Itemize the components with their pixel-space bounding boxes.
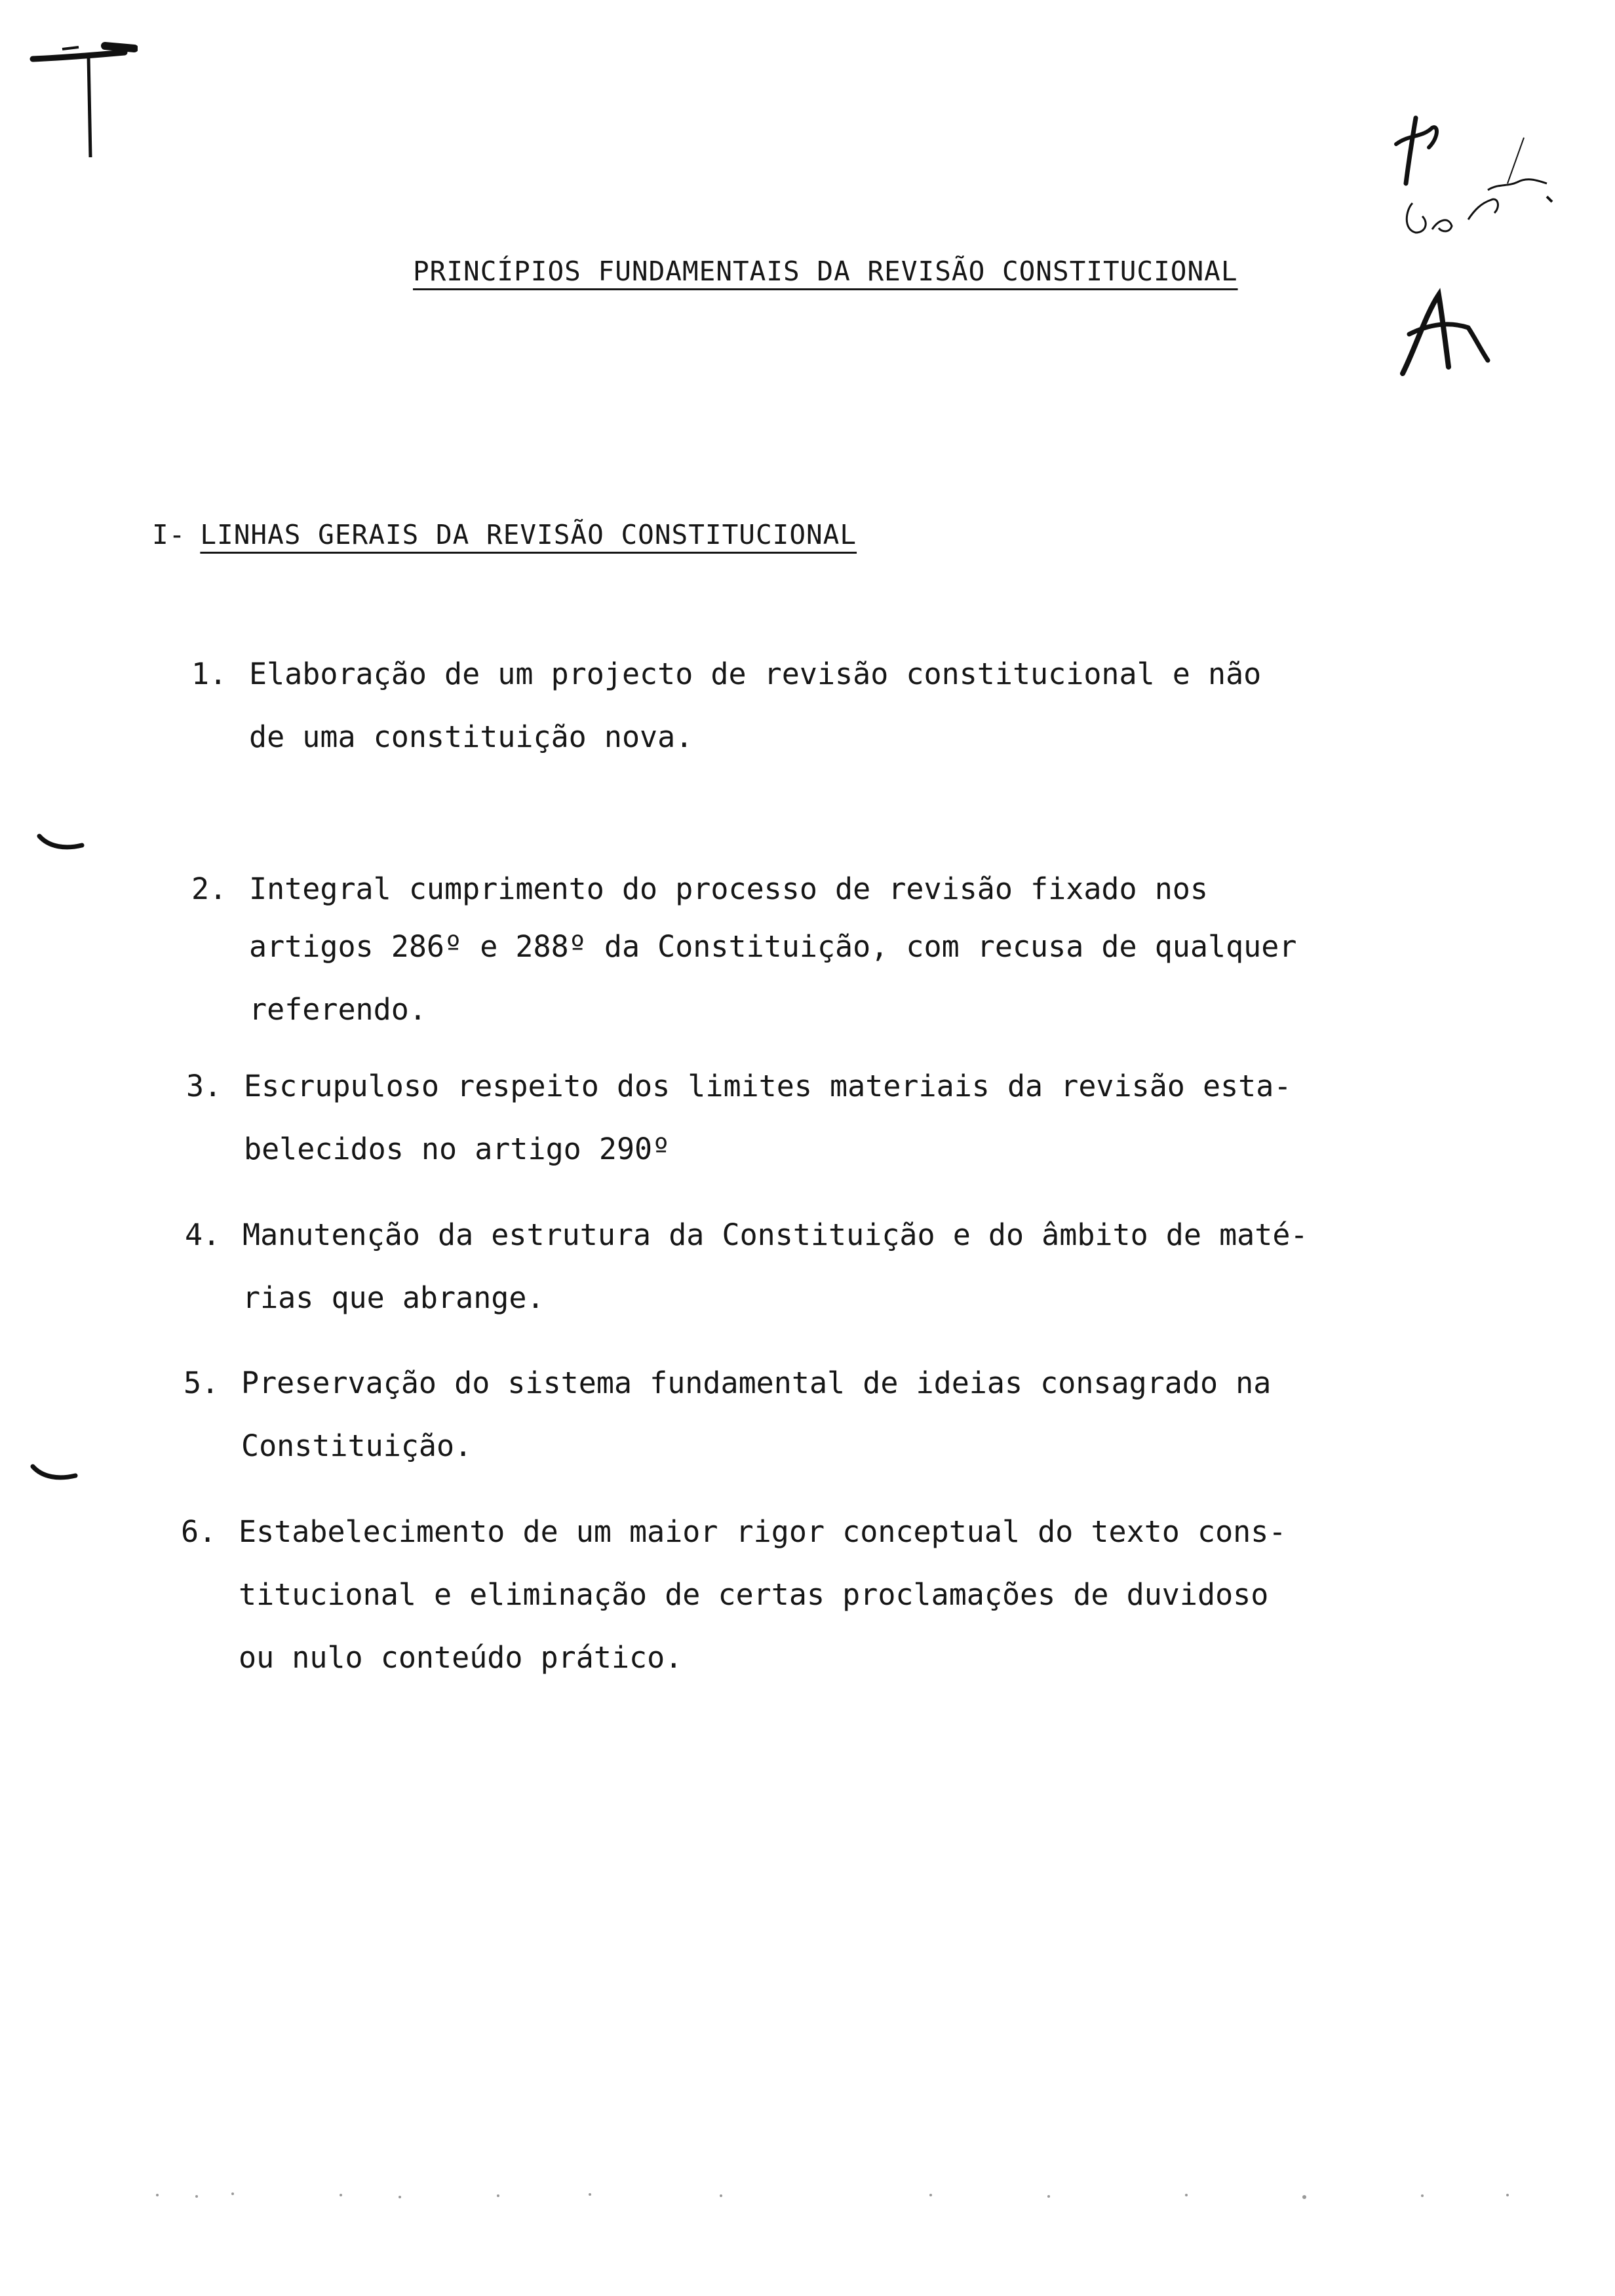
staple-mark <box>26 33 138 164</box>
item-number: 6. <box>181 1514 217 1549</box>
item-number: 5. <box>184 1366 220 1400</box>
item-line: Preservação do sistema fundamental de ideias consagrado na <box>241 1366 1272 1400</box>
item-number: 2. <box>191 871 227 906</box>
item-line: Integral cumprimento do processo de revisão fixado nos <box>249 871 1208 906</box>
list-item-5 <box>184 1352 1271 1478</box>
item-number: 1. <box>191 657 227 691</box>
list-item-1 <box>191 643 1261 769</box>
margin-punch-mark <box>29 1461 82 1487</box>
item-number: 3. <box>186 1069 222 1103</box>
item-line: Constituição. <box>241 1428 473 1463</box>
item-number: 4. <box>185 1217 221 1252</box>
item-line: referendo. <box>249 992 427 1027</box>
scan-noise <box>0 2175 1615 2215</box>
item-line: Escrupuloso respeito dos limites materiais da revisão esta- <box>244 1069 1292 1103</box>
item-line: Elaboração de um projecto de revisão constitucional e não <box>249 657 1262 691</box>
list-item-2 <box>191 858 1296 1046</box>
list-item-3 <box>186 1055 1291 1181</box>
list-item-4 <box>185 1204 1308 1330</box>
list-item-6 <box>181 1501 1286 1689</box>
item-line: Estabelecimento de um maior rigor conceptual do texto cons- <box>239 1514 1287 1549</box>
item-line: belecidos no artigo 290º <box>244 1132 671 1166</box>
item-line: de uma constituição nova. <box>249 719 693 754</box>
item-line: titucional e eliminação de certas proclamações de duvidoso <box>239 1577 1269 1612</box>
item-line: artigos 286º e 288º da Constituição, com recusa de qualquer <box>249 929 1297 964</box>
section-number: I- <box>152 519 186 550</box>
item-line: ou nulo conteúdo prático. <box>239 1640 683 1675</box>
handwritten-annotation <box>1376 98 1599 387</box>
section-heading <box>152 519 857 550</box>
margin-punch-mark <box>36 831 88 857</box>
item-line: rias que abrange. <box>243 1280 545 1315</box>
document-title: PRINCÍPIOS FUNDAMENTAIS DA REVISÃO CONSTITUCIONAL <box>413 256 1238 287</box>
section-title: LINHAS GERAIS DA REVISÃO CONSTITUCIONAL <box>200 519 857 550</box>
item-line: Manutenção da estrutura da Constituição e do âmbito de maté- <box>243 1217 1308 1252</box>
